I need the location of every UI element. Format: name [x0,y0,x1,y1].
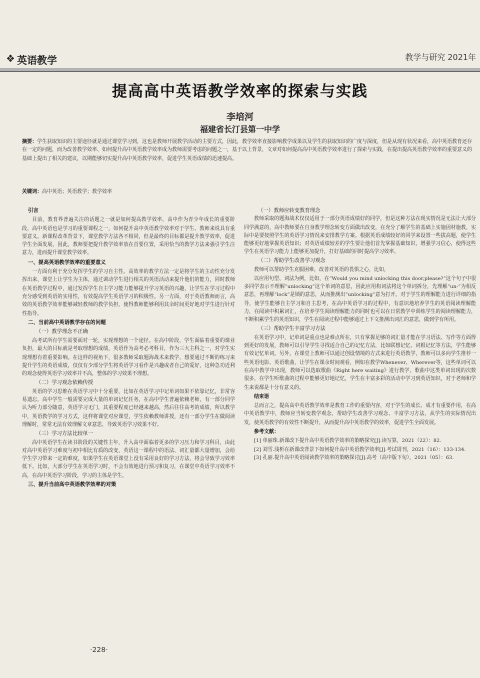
body-paragraph: 教师采取的题海战术仅仅适用于一部分英语成绩好的同学，但是这种方法在现实情况是无法让大部分同学满意的，高中教师要在自身教学理念转变方面做出改变，在充分了解学生的基础上实施因材施教，实际中是要按照学生的英语学习情况来安排教学方案。根据英语成绩较好的同学来设置一些拔高题，使学生能够更好地掌握英语知识；对英语成绩较差的学生要让他们首先掌握基础知识，增强学习信心，使得这些学生在英语学习能力上能够更加提升，打好基础的同时提高学习效率。 [244,216,476,256]
subsection-heading: （一）教学理念不正确 [36,329,88,336]
header-rule [0,68,480,72]
body-paragraph: 以应用句型、词法为例，比如，在“Would you mind unlocking this door,please?”这个句子中很多同学表示不理解“unlocking”这个单词的意思，因此应用构词法将这个单词拆分，先理解“un-”为相反意思，再理解“lock”是锁的意思，从而推测出“unlocking”意为打开。对于学生的理解能力进行详细的指导，使学生能够自主学习和自主思考，在高中英语学习的过程中，有意识地培养学生的英语阅读理解能力，在阅读中积累词汇，在培养学生阅读理解能力的同时也可以在日常教学中训练学生的阅读理解能力，不断积累学生的英语知识，学生在阅读过程中能够通过上下文推测出词汇的意思，做到学有所用。 [244,275,476,324]
abstract-label: 摘要： [22,139,38,145]
body-column-left [22,206,235,622]
author-name: 李培河 [226,113,254,123]
reference-item: [2] 刘雪.浅析在新课改背景下如何提升高中英语教学效率[J].考试周刊，2021（16）：133-134. [254,446,466,453]
reference-item: [3] 孔丽.提升高中英语阅读教学效率的策略探讨[J].高考（高中版下旬），2021（05）：63. [254,454,454,461]
reference-item: [1] 单丽珠.新课改下提升高中英语教学效率的策略探究[J].读写算，2021（22）：82. [254,438,442,445]
subsection-heading: （二）学习观念依赖传授 [36,379,94,386]
body-paragraph: 高中英语学生在读书阶段的关键性主年，升入高中面临着更多的学习压力和学习科目，由此对高中英语学习难度与初中相比有质的改变，英语这一课程中的语法、词汇量都大量增加，会给学生学习带来一定的难度，如果学生在英语课堂上没有采用良好的学习方法，将会导致学习效率低下。比如，大部分学生在英语学习时，不会有效地进行预习和复习，在课堂中英语学习效率不高，在高中英语学习阶段，学习的主体是学生。 [22,439,235,479]
section-tag [6,50,57,68]
keywords-label: 关键词： [22,189,43,195]
body-paragraph: 在英语学习中，记单词是重点也是难点所在，只有掌握足够的词汇量才能在学习语法、写作等方面得到更好的发展，教师可以引导学生寻找适合自己的记忆方法，比如联想记忆、词根记忆等方法，学生能够有效记忆单词。另外，在课堂上教师可以通过创设情境的方式来进行英语教学，教师可以多向学生推荐一些英语电影、英语歌曲，让学生在课余时间观看，例如在教学Whenever、Wherever等，这些单词可以在高中教学中出现，教师可以选取歌曲《Right here waiting》进行教学，歌曲中这类单词出现的次数很多，在学生听歌曲的过程中能够更好地记忆，学生在丰富多彩的活动中学习到英语知识，对于老师和学生来说都是十分有意义的。 [244,334,476,391]
subsection-heading: （三）学习方法比较单一 [36,430,94,437]
abstract-text: 学生获取知识的主要途径就是通过课堂学习到，这也是教师开展教学活动的主要方式，因此，教学效率直接影响教学成果以及学生的获取知识的广度与深度，但是从现有状况来看，高中英语教育还存在一定的问题，而为改善教学效率、如何提升高中英语教学效率成为教师需要考虑的问题之一，基于以上背景，文章对如何提高高中英语教学效率进行了探索与实践，在提出提高英语教学效率的重要意义的基础上提出了相关的建议，以期能够切实提升高中英语教学效率，促进学生英语成绩的迅速提高。 [22,139,473,162]
subsection-heading: （三）帮助学生丰富学习方法 [258,325,326,332]
subsection-heading: （二）帮助学生改善学习观念 [258,258,326,265]
abstract [22,138,474,163]
subsection-heading: （一）教师应转变教育理念 [258,207,321,214]
body-paragraph: 总而言之，提高高中英语教学效率是教育工作的重要内容，对于学生的成长、成才有重要作用，在高中英语教学中，教师应当转变教学观念，帮助学生改善学习观念、丰富学习方法，从学生的实际情况出发，使英语教学的有效性不断提升，从而提升高中英语教学的效率，促进学生全面发展。 [244,403,476,426]
keywords [22,188,474,195]
body-paragraph: 一方面有利于充分发挥学生的学习自主性。高效率的教学方法一定是将学生的主动性充分发挥出来，课堂上让学生为主体，通过调动学生进行相关的英语活动来提升他们的能力，同时教师在英语教学过程中，通过发挥学生自主学习能力能够提升学习英语的兴趣，让学生在学习过程中充分感受到英语的实用性，有效提高学生英语学习的积极性。另一方面，对于英语教师而言，高效的英语教学效率能够减轻教师的教学负担，使得教师能够利用其余时间更好地对学生进行针对性指导。 [22,269,235,317]
section-tag-label: 英语教学 [16,55,57,67]
author-affiliation: 福建省长汀县第一中学 [200,125,280,134]
body-paragraph: 教师可以帮助学生克服困难，改善对英语的畏惧之心，比如， [254,267,390,274]
section-heading: 二、当前高中英语教学存在的问题 [28,319,106,326]
references-heading: 参考文献： [254,429,280,436]
page-number: ·228· [90,646,108,654]
section-heading: 三、提升当前高中英语教学效率的对策 [28,482,117,488]
keywords-text: 高中英语；英语教学；教学效率 [42,189,113,195]
body-column-right [244,206,476,622]
journal-name: 教学与研究 2021年 [405,53,476,62]
diamond-mark-icon: ❖ [6,53,15,65]
article-title: 提高高中英语教学效率的探索与实践 [111,82,368,100]
section-heading: 结束语 [254,393,270,400]
body-paragraph: 高考试所有学生需要面对一轮，实现理想的一个途径。在高中阶段，学生面临着重要的课业负担，最大的目标就是考取理想的成绩，英语作为高考必考科目，作为三大主科之一，对学生实现理想有着重要影响。在这样的视角下，很多教师采取题海战术来教学，想要通过不断的练习来提升学生的英语成绩，仅仅有少部分学生将英语学习看作是兴趣或者自己的爱好，这种急功近利的观念使得英语学习效率并不高，整体的学习效果不理想。 [22,337,235,378]
body-paragraph: 目前，教育界普遍关注的话题之一就是如何提高教学效率。高中作为青少年成长的重要阶段，高中英语也是学习的重要课程之一，如何提升高中英语教学效率对于学生、教师来说具有重要意义。新课程改革背景下，课堂教学方法各不相同，但是最终的目标都是提升教学效率，促进学生全面发展，因此，教师要把提升教学效率放在首要位置，采用恰当的教学方法来强引学生注意力，进而提升课堂教学效率。 [22,217,235,257]
body-paragraph: 英语的学习思维在英语学习中十分重要，比如在英语学习中记单词如果不依靠记忆，非常容易遗忘，高中学生一般需要完成大量的单词记忆任务，在高中学生普遍依赖老师，有一部分同学认为听力部分随意，英语学习无门，其重要程度已经越来越高，然后往往高考的成绩，所以教学中，英语教学的学习方式，这样将课堂对应课堂，学生依赖教师讲授，还有一部分学生在做阅读理解时，常常无法有效理解文章意思，导致英语学习效果不好。 [22,388,235,428]
section-heading: 引言 [28,208,39,214]
section-heading: 一、提高英语教学效率的重要意义 [28,259,106,266]
